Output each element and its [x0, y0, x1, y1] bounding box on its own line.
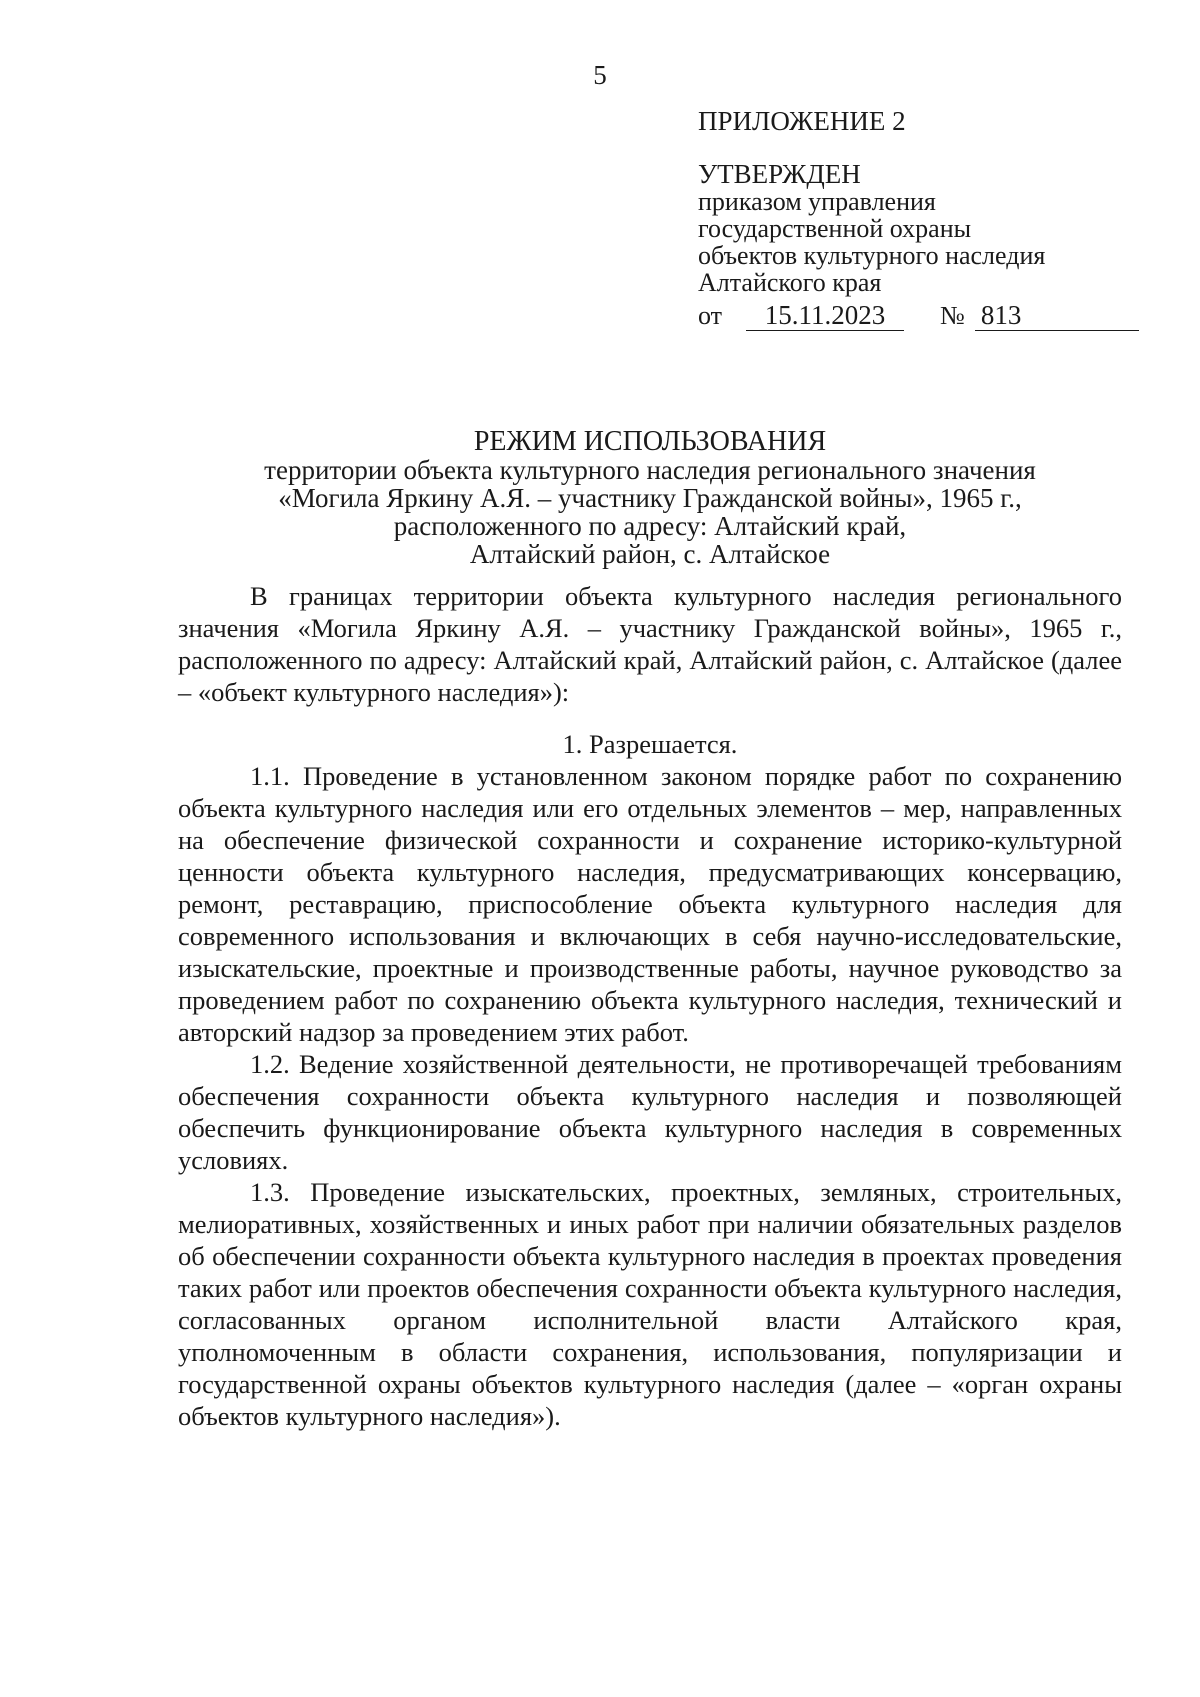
issuer-line: Алтайского края [698, 268, 882, 297]
item-paragraph-1-1: 1.1. Проведение в установленном законом порядке работ по сохранению объекта культурного наследия или его отдельных элементов – мер, направленных на обеспечение физической сохранности и сохранение историко-культурной ценности объекта культурного наследия, предусматривающих консервацию, ремонт, реставрацию, приспособление объекта культурного наследия для современного использования и включающих в себя научно-исследовательские, изыскательские, проектные и производственные работы, научное руководство за проведением работ по сохранению объекта культурного наследия, технический и авторский надзор за проведением этих работ. [178, 761, 1122, 1047]
approved-label: УТВЕРЖДЕН [698, 159, 861, 189]
order-date: 15.11.2023 [746, 300, 904, 331]
item-paragraph-1-3: 1.3. Проведение изыскательских, проектных, земляных, строительных, мелиоративных, хозяйственных и иных работ при наличии обязательных разделов об обеспечении сохранности объекта культурного наследия в проектах проведения таких работ или проектов обеспечения сохранности объекта культурного наследия, согласованных органом исполнительной власти Алтайского края, уполномоченным в области сохранения, использования, популяризации и государственной охраны объектов культурного наследия (далее – «орган охраны объектов культурного наследия»). [178, 1177, 1122, 1431]
approval-block [698, 108, 1138, 331]
page-number: 5 [593, 60, 607, 90]
title-main: РЕЖИМ ИСПОЛЬЗОВАНИЯ [473, 426, 827, 457]
item-paragraph-1-2: 1.2. Ведение хозяйственной деятельности, не противоречащей требованиям обеспечения сохранности объекта культурного наследия и позволяющей обеспечить функционирование объекта культурного наследия в современных условиях. [178, 1049, 1122, 1175]
title-line: расположенного по адресу: Алтайский край, [393, 511, 907, 541]
order-date-number-line [698, 300, 1138, 331]
title-line: территории объекта культурного наследия регионального значения [264, 455, 1036, 485]
title-line: Алтайский район, с. Алтайское [469, 539, 831, 569]
section-heading: 1. Разрешается. [562, 729, 738, 759]
issuer-line: государственной охраны [698, 214, 972, 243]
date-prefix: от [698, 301, 723, 330]
issuer-line: объектов культурного наследия [698, 241, 1046, 270]
intro-paragraph: В границах территории объекта культурного наследия регионального значения «Могила Яркину А.Я. – участнику Гражданской войны», 1965 г., расположенного по адресу: Алтайский край, Алтайский район, с. Алтайское (далее – «объект культурного наследия»): [178, 581, 1122, 707]
number-sign: № [940, 301, 965, 330]
document-body [178, 580, 1122, 1432]
issuer-line: приказом управления [698, 187, 936, 216]
title-line: «Могила Яркину А.Я. – участнику Гражданской войны», 1965 г., [278, 483, 1022, 513]
order-number: 813 [975, 300, 1139, 331]
document-title [170, 428, 1130, 568]
appendix-label: ПРИЛОЖЕНИЕ 2 [698, 106, 906, 136]
